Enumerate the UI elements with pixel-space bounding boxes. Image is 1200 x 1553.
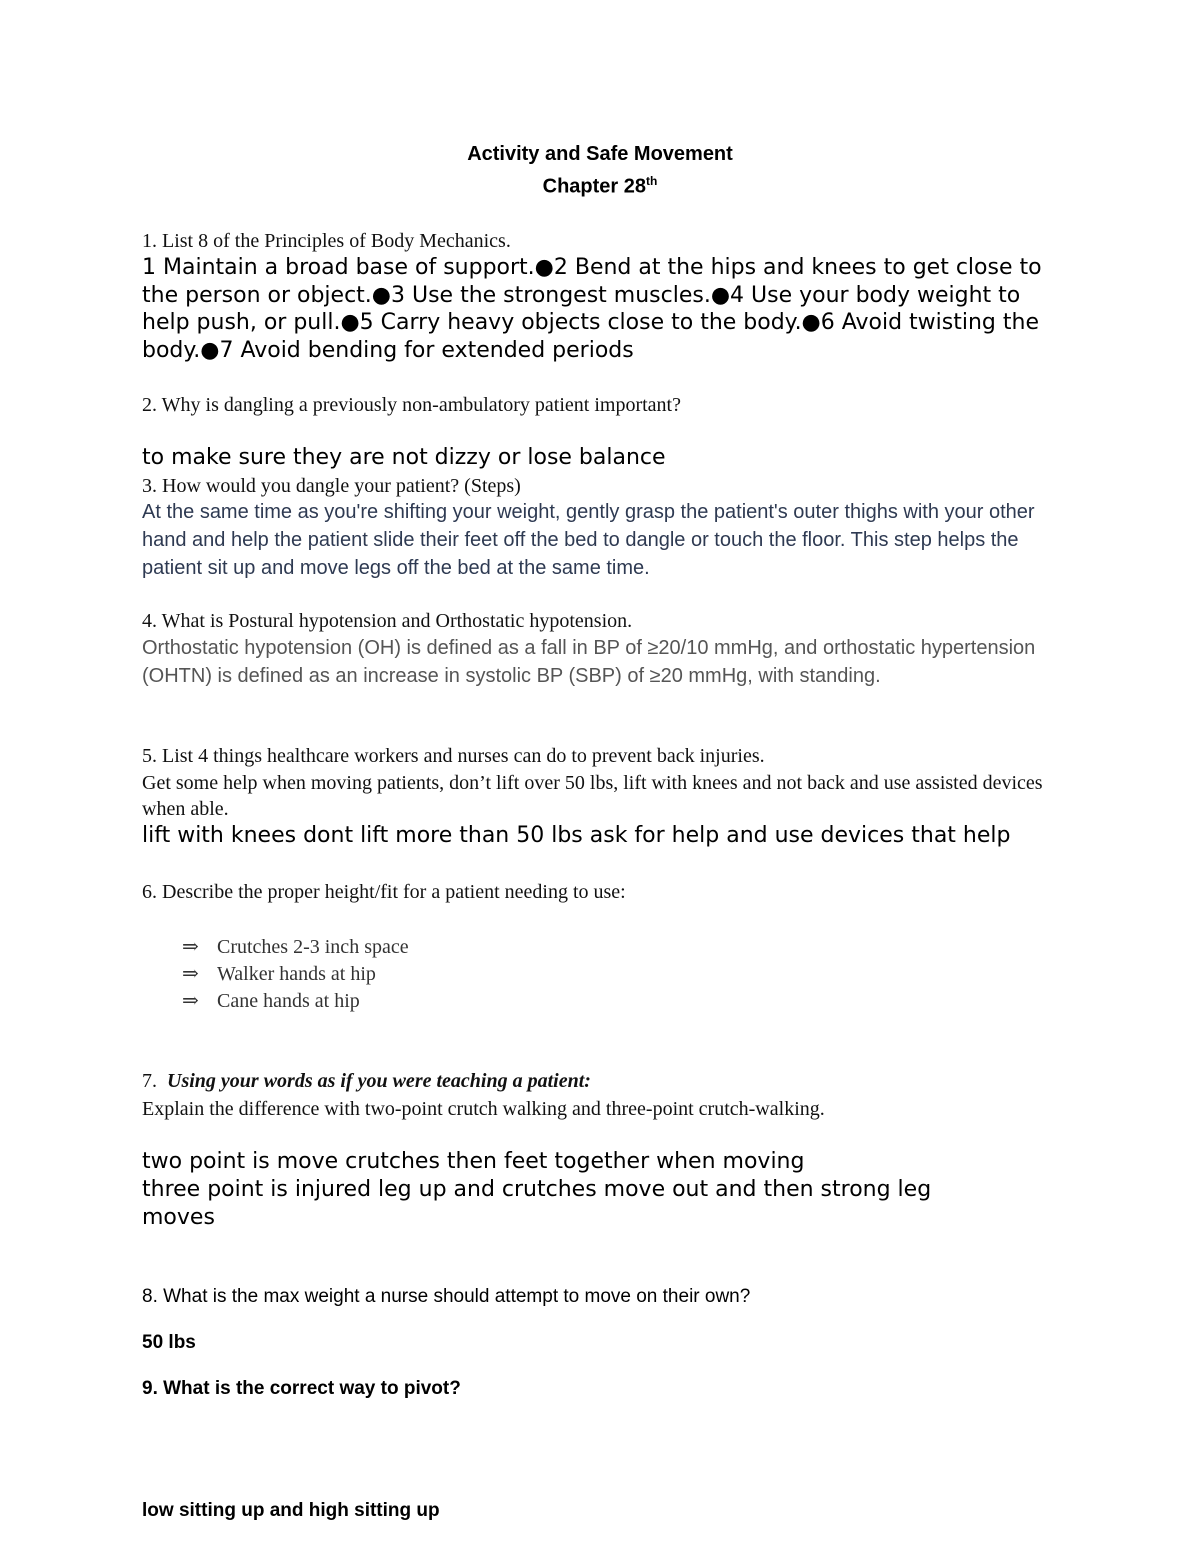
arrow-icon: ⇒ <box>182 936 199 958</box>
answer-2: to make sure they are not dizzy or lose balance <box>142 445 666 470</box>
question-7-prompt <box>142 1068 1062 1094</box>
answer-7-three-point: three point is injured leg up and crutches move out and then strong leg moves <box>142 1177 932 1230</box>
chapter-text: Chapter 28 <box>542 175 647 198</box>
list-item-text: Walker hands at hip <box>217 963 376 985</box>
answer-3: At the same time as you're shifting your weight, gently grasp the patient's outer thighs with your other hand and help the patient slide their feet off the bed to dangle or touch the floor. This step helps the patient sit up and move legs off the bed at the same time. <box>142 501 1035 579</box>
question-3: 3. How would you dangle your patient? (Steps) <box>142 475 521 497</box>
document-title: Activity and Safe Movement <box>467 143 733 165</box>
question-5: 5. List 4 things healthcare workers and nurses can do to prevent back injuries. <box>142 745 765 767</box>
answer-4: Orthostatic hypotension (OH) is defined as a fall in BP of ≥20/10 mmHg, and orthostatic hypertension (OHTN) is defined as an increase in systolic BP (SBP) of ≥20 mmHg, with standing. <box>142 637 1036 687</box>
question-7-number: 7. <box>142 1070 157 1092</box>
question-7-emphasis: Using your words as if you were teaching a patient: <box>167 1070 591 1092</box>
question-9: 9. What is the correct way to pivot? <box>142 1378 461 1399</box>
answer-8: 50 lbs <box>142 1332 196 1353</box>
list-item-text: Crutches 2-3 inch space <box>217 936 409 958</box>
answer-5-handwritten: lift with knees dont lift more than 50 lbs ask for help and use devices that help <box>142 823 1011 848</box>
list-item <box>182 988 409 1015</box>
answer-1: 1 Maintain a broad base of support.●2 Bend at the hips and knees to get close to the person or object.●3 Use the strongest muscles.●4 Use your body weight to help push, or pull.●5 Carry heavy objects close to the body.●6 Avoid twisting the body.●7 Avoid bending for extended periods <box>142 255 1042 363</box>
question-7: Explain the difference with two-point crutch walking and three-point crutch-walking. <box>142 1098 825 1120</box>
question-2: 2. Why is dangling a previously non-ambulatory patient important? <box>142 394 681 416</box>
arrow-icon: ⇒ <box>182 963 199 985</box>
arrow-icon: ⇒ <box>182 990 199 1012</box>
answer-9: low sitting up and high sitting up <box>142 1500 440 1521</box>
answer-7-two-point: two point is move crutches then feet together when moving <box>142 1149 805 1174</box>
list-item <box>182 961 409 988</box>
list-item <box>182 934 409 961</box>
chapter-heading <box>0 174 1200 199</box>
chapter-superscript: th <box>646 174 658 188</box>
fit-list <box>182 934 409 1015</box>
question-6: 6. Describe the proper height/fit for a patient needing to use: <box>142 881 626 903</box>
list-item-text: Cane hands at hip <box>217 990 360 1012</box>
answer-5-text: Get some help when moving patients, don’t lift over 50 lbs, lift with knees and not back and use assisted devices when able. <box>142 772 1043 820</box>
question-4: 4. What is Postural hypotension and Orthostatic hypotension. <box>142 610 633 632</box>
question-1: 1. List 8 of the Principles of Body Mechanics. <box>142 230 511 252</box>
question-8: 8. What is the max weight a nurse should attempt to move on their own? <box>142 1286 751 1307</box>
